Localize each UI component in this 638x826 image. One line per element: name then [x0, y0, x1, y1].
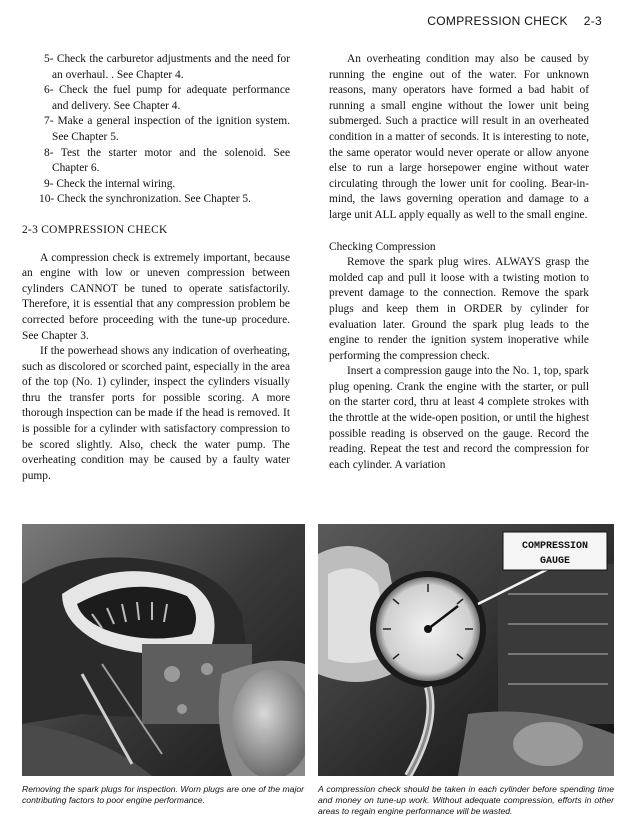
gauge-label-line1: COMPRESSION [521, 541, 589, 552]
page-header [427, 14, 602, 28]
left-photo-caption: Removing the spark plugs for inspection. Worn plugs are one of the major contributing factors to poor engine performance. [22, 784, 304, 805]
gauge-photo-illustration [318, 524, 614, 776]
list-item: 6- Check the fuel pump for adequate performance and delivery. See Chapter 4. [44, 84, 290, 112]
engine-photo-illustration [22, 524, 305, 776]
compression-gauge-photo [318, 524, 614, 776]
section-title: 2-3 COMPRESSION CHECK [22, 223, 168, 236]
paragraph: An overheating condition may also be caused by running the engine out of the water. For unknown reasons, many operators have formed a bad habit of running a small engine without the lower unit being submerged. Such a practice will result in an overheated condition in a matter of seconds. It is interesting to note, the same operator would never operate or allow anyone else to run a large horsepower engine without water circulating through the lower unit for cooling. Bear-in-mind, the laws governing operation and damage to a large unit ALL apply equally as well to the small engine. [329, 53, 589, 221]
list-item: 8- Test the starter motor and the solenoid. See Chapter 6. [44, 146, 290, 175]
paragraph: Insert a compression gauge into the No. 1, top, spark plug opening. Crank the engine with the starter, or pull on the starter cord, thru at least 4 complete strokes with the throttle at the wide-open position, or until the highest possible reading is observed on the gauge. Record the reading. Repeat the test and record the compression for each cylinder. A variation [329, 365, 589, 471]
right-photo-caption: A compression check should be taken in each cylinder before spending time and money on tune-up work. Without adequate compression, efforts in other areas to regain engine performance will be wasted. [318, 784, 614, 816]
header-title: COMPRESSION CHECK [427, 14, 568, 28]
list-item: 5- Check the carburetor adjustments and the need for an overhaul. . See Chapter 4. [44, 53, 290, 81]
gauge-label-line2: GAUGE [539, 556, 571, 567]
list-item: 7- Make a general inspection of the ignition system. See Chapter 5. [44, 115, 290, 143]
list-item: 10- Check the synchronization. See Chapter 5. [39, 193, 251, 206]
right-column [329, 52, 589, 473]
page-number: 2-3 [583, 14, 602, 28]
tune-up-checklist [22, 52, 290, 208]
paragraph: If the powerhead shows any indication of overheating, such as discolored or scorched paint, especially in the area of the top (No. 1) cylinder, inspect the cylinders visually thru the transfer ports for possible scoring. A more thorough inspection can be made if the head is removed. It is possible for a cylinder with satisfactory compression to be scored slightly. Also, check the water pump. The overheating condition may be caused by a faulty water pump. [22, 345, 290, 482]
paragraph: A compression check is extremely important, because an engine with low or uneven compression between cylinders CANNOT be tuned to operate satisfactorily. Therefore, it is essential that any compression problem be corrected before proceeding with the tune-up procedure. See Chapter 3. [22, 251, 290, 342]
paragraph: Remove the spark plug wires. ALWAYS grasp the molded cap and pull it loose with a twisting motion to prevent damage to the connection. Remove the spark plugs and keep them in ORDER by cylinder for evaluation later. Ground the spark plug leads to the engine to render the ignition system inoperative while performing the compression check. [329, 256, 589, 362]
list-item: 9- Check the internal wiring. [44, 177, 176, 190]
left-column [22, 52, 290, 484]
spark-plug-removal-photo [22, 524, 305, 776]
subheading: Checking Compression [329, 240, 436, 253]
